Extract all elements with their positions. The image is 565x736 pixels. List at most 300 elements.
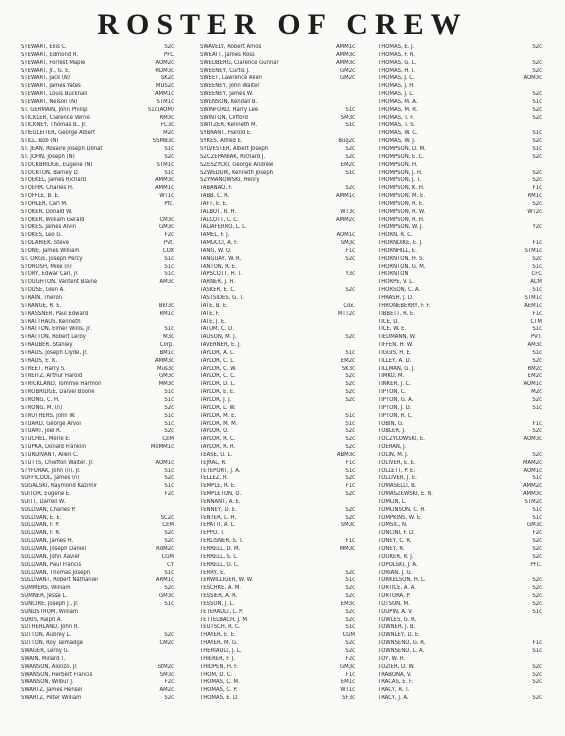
crew-name: TASTSIDES, G. T. [200, 295, 244, 301]
roster-entry [21, 381, 174, 389]
crew-name: TAYLOR, C. W. [200, 365, 237, 372]
roster-entry [200, 491, 355, 499]
crew-name: TATE, J. E. [200, 318, 226, 325]
crew-rating: S1c [532, 608, 542, 615]
crew-rating: GM3c [159, 593, 174, 600]
crew-rating: S2c [164, 475, 174, 482]
roster-entry [200, 122, 355, 130]
crew-name: THORN, R. C. [378, 232, 413, 239]
crew-name: STEWART, Louis Bucknall [21, 91, 88, 98]
crew-name: TINKER, J. C. [378, 381, 411, 388]
crew-rating: AMM3c [335, 59, 355, 66]
roster-entry [200, 570, 355, 578]
crew-rating: S2c [164, 585, 174, 592]
crew-name: SZCZEPANIAK, Richard J. [200, 153, 266, 160]
roster-entry [21, 562, 174, 570]
crew-rating: S1c [345, 349, 355, 356]
roster-entry [378, 44, 542, 52]
crew-name: ST. GERMAIN, John Phillip [21, 106, 88, 113]
crew-name: STOKER, Donald W. [21, 208, 73, 215]
roster-entry [378, 389, 542, 397]
crew-name: STRAUBER, Stanley [21, 342, 73, 349]
roster-entry [21, 648, 174, 656]
crew-name: SUTTON, Aubrey L. [21, 632, 72, 639]
crew-name: SWEATT, James Ross [200, 51, 255, 58]
roster-entry [200, 687, 355, 695]
crew-name: STYFURAK, John (n), Jr. [21, 467, 81, 474]
roster-entry [200, 444, 355, 452]
crew-rating [540, 217, 542, 225]
roster-column-2 [200, 44, 355, 703]
crew-rating [540, 413, 542, 421]
roster-entry [21, 107, 174, 115]
crew-rating: F1c [532, 240, 542, 247]
crew-name: SWEENEY, James W. [200, 91, 254, 98]
roster-entry [21, 256, 174, 264]
roster-entry [378, 664, 542, 672]
roster-entry [21, 271, 174, 279]
crew-name: THOMPSON, K. H. [378, 185, 425, 192]
crew-rating: S2c [345, 373, 355, 380]
crew-rating: AOM1c [523, 381, 542, 388]
crew-name: THOMAS, H. I. [378, 67, 415, 74]
roster-entry [378, 256, 542, 264]
crew-rating: S2c [345, 287, 355, 294]
crew-rating: S2c [345, 153, 355, 160]
crew-rating: Bkr3c [158, 302, 174, 309]
crew-rating: BM1c [159, 349, 174, 356]
roster-entry [200, 240, 355, 248]
crew-rating: SK3c [341, 365, 355, 372]
crew-rating: ARM1c [155, 577, 174, 584]
crew-rating: Pfc. [164, 200, 174, 207]
crew-name: TERRELL, D. M. [200, 546, 241, 552]
crew-rating: Y2c [532, 224, 542, 231]
crew-name: STEWART, Nelson (N) [21, 98, 78, 105]
crew-rating: MTT2c [337, 310, 355, 317]
crew-name: TAYLOR, E. E. [200, 389, 235, 396]
roster-entry [378, 687, 542, 695]
roster-entry [200, 515, 355, 523]
crew-name: STICKNEY, Thomas B., Jr. [21, 122, 87, 129]
roster-entry [378, 460, 542, 468]
roster-entry [378, 271, 542, 279]
crew-rating: S1c [345, 106, 355, 113]
crew-rating: S1c [532, 475, 542, 482]
roster-entry [200, 201, 355, 209]
crew-rating: F2c [164, 679, 174, 686]
roster-entry [21, 326, 174, 334]
roster-entry [200, 656, 355, 664]
roster-entry [200, 311, 355, 319]
roster-entry [21, 209, 174, 217]
roster-entry [378, 475, 542, 483]
crew-rating: S2c [532, 169, 542, 176]
crew-rating: S2c [345, 444, 355, 451]
roster-entry [200, 232, 355, 240]
crew-rating: S1c [532, 145, 542, 152]
roster-entry [21, 146, 174, 154]
crew-name: STEWART, Jack (N) [21, 75, 70, 82]
roster-entry [21, 632, 174, 640]
crew-rating: CFC [531, 271, 542, 278]
crew-rating: S2c [164, 428, 174, 435]
roster-entry [200, 436, 355, 444]
crew-name: STRASSNER, Paul Edward [21, 310, 89, 317]
crew-rating [353, 319, 355, 327]
crew-rating: S2c [532, 255, 542, 262]
crew-name: STOEKEL, James Richard [21, 177, 87, 184]
roster-entry [378, 342, 542, 350]
crew-rating: S1c [164, 271, 174, 278]
crew-rating: GM3c [527, 522, 542, 529]
roster-entry [200, 389, 355, 397]
roster-entry [378, 83, 542, 91]
crew-rating: S2c [345, 255, 355, 262]
crew-rating: S2c [532, 153, 542, 160]
crew-name: TAYLOR, C. C. [200, 373, 236, 380]
crew-name: TILLEY, A. D. [378, 357, 412, 364]
crew-name: TEASE, U. L. [200, 451, 233, 458]
crew-rating: S1c [532, 287, 542, 294]
roster-entry [200, 554, 355, 562]
crew-name: ST. JEAN, Rosaire Joseph Donat [21, 145, 103, 152]
crew-rating: EM1c [340, 679, 355, 686]
crew-name: THOMAS, W. C. [378, 130, 418, 137]
crew-name: THAYER, M. G. [200, 640, 238, 647]
roster-entry [200, 271, 355, 279]
crew-rating: ACM [530, 279, 542, 286]
crew-rating [353, 530, 355, 538]
crew-rating: CEM [162, 522, 174, 529]
crew-rating: S1c [164, 263, 174, 270]
roster-entry [200, 256, 355, 264]
crew-rating: S2c [164, 44, 174, 50]
crew-rating: AM2c [159, 687, 174, 694]
roster-entry [378, 562, 542, 570]
roster-entry [378, 177, 542, 185]
crew-rating: SC2c [160, 514, 174, 521]
crew-name: STRONG, C. H. [21, 396, 60, 403]
crew-name: SWEDBERG, Clarence Gunnar [200, 59, 279, 66]
crew-name: SWENSON, Kendall B. [200, 98, 258, 105]
crew-rating: S2c [532, 451, 542, 458]
roster-entry [200, 162, 355, 170]
crew-name: STUPKA, Donald Franklin [21, 444, 87, 451]
roster-entry [21, 389, 174, 397]
crew-rating: S2c [532, 91, 542, 98]
crew-name: TOZIER, D. W. [378, 663, 415, 670]
crew-rating: Y3c [345, 271, 355, 278]
roster-entry [378, 617, 542, 625]
roster-entry [200, 421, 355, 429]
roster-entry [378, 405, 542, 413]
roster-entry [200, 562, 355, 570]
crew-name: TEPATTI, A. L. [200, 522, 236, 529]
crew-name: STOUGHTON, Vantent Blaine [21, 279, 98, 286]
crew-name: THOMPSON, H. [378, 161, 418, 168]
crew-rating: S1c [532, 404, 542, 411]
roster-entry [200, 632, 355, 640]
crew-name: TOBLER, J. [378, 428, 406, 435]
crew-name: STUTTS, Chieffon Walter, Jr. [21, 459, 94, 466]
crew-rating: F1c [532, 185, 542, 192]
crew-name: TONEY, C. R. [378, 538, 412, 545]
crew-rating: F1c [345, 459, 355, 466]
roster-entry [21, 334, 174, 342]
roster-entry [200, 373, 355, 381]
crew-name: TIGGIS, H. E. [378, 349, 412, 356]
crew-name: TRACY, R. T. [378, 687, 410, 694]
roster-entry [200, 593, 355, 601]
crew-rating: S2c [532, 138, 542, 145]
crew-rating [353, 279, 355, 287]
crew-name: THOM, D. C. [200, 671, 233, 678]
roster-entry [21, 460, 174, 468]
crew-name: THOMPSON, J. T. [378, 177, 422, 184]
crew-name: THOMAS, J. H. [378, 83, 415, 90]
crew-rating: CTM [530, 318, 542, 325]
crew-rating: RDM3c [155, 67, 174, 74]
roster-entry [21, 311, 174, 319]
crew-rating: RM1c [527, 193, 542, 200]
crew-name: TILLMAN, G. J. [378, 365, 415, 372]
crew-name: SUITT, Darrell W. [21, 498, 66, 505]
crew-rating: SM3c [159, 671, 174, 678]
crew-name: TOMSIC, N. [378, 522, 408, 529]
roster-entry [378, 326, 542, 334]
crew-name: TIPTON, G. A. [378, 396, 414, 403]
crew-name: TETERAULT, L. P. [200, 608, 244, 615]
roster-entry [200, 428, 355, 436]
crew-name: TORTICE, A. A. [378, 585, 416, 592]
crew-rating: S1c [164, 396, 174, 403]
crew-name: TRACAS, E. F. [378, 679, 413, 686]
roster-entry [200, 522, 355, 530]
roster-entry [200, 499, 355, 507]
roster-entry [21, 44, 174, 52]
roster-entry [378, 483, 542, 491]
crew-name: STUART, Joel R. [21, 428, 62, 435]
roster-entry [378, 444, 542, 452]
roster-entry [378, 452, 542, 460]
crew-name: TATUM, C. D. [200, 326, 234, 333]
roster-entry [378, 91, 542, 99]
crew-rating: S2c [532, 106, 542, 113]
crew-rating: EM3c [340, 600, 355, 607]
roster-entry [21, 570, 174, 578]
crew-rating: S2c [532, 553, 542, 560]
crew-rating: WT1c [159, 193, 174, 200]
roster-entry [200, 75, 355, 83]
roster-entry [200, 468, 355, 476]
crew-name: STOCKTON, Barney D. [21, 169, 80, 176]
roster-entry [21, 75, 174, 83]
crew-rating: S2c [345, 647, 355, 654]
roster-entry [200, 617, 355, 625]
crew-name: THOMAS, F. R. [378, 51, 415, 58]
crew-name: STEWART, Ellis C. [21, 44, 67, 50]
crew-rating: S1c [532, 263, 542, 270]
crew-rating: S2c [345, 334, 355, 341]
roster-entry [200, 138, 355, 146]
crew-name: SULLIVAN, Joseph Daniel [21, 546, 87, 552]
crew-name: TALBOT, R. H. [200, 208, 237, 215]
crew-rating: F1c [532, 420, 542, 427]
roster-entry [21, 138, 174, 146]
crew-name: STEWART, Edmond R. [21, 51, 79, 58]
crew-name: THORNTON [378, 271, 409, 278]
roster-entry [21, 538, 174, 546]
crew-rating: S1c [345, 624, 355, 631]
crew-rating: MAM2c [522, 459, 542, 466]
crew-rating: AMM1c [154, 185, 174, 192]
crew-name: STOKER, William Gerald [21, 216, 85, 223]
crew-name: THOMAS, T. F. [378, 114, 415, 121]
roster-entry [21, 444, 174, 452]
crew-name: STEWART, James Yates [21, 83, 81, 90]
roster-entry [21, 656, 174, 664]
roster-entry [21, 154, 174, 162]
roster-entry [378, 632, 542, 640]
roster-entry [200, 648, 355, 656]
crew-rating: S1c [532, 349, 542, 356]
crew-rating: COX [162, 247, 174, 254]
crew-rating [353, 326, 355, 334]
roster-entry [200, 483, 355, 491]
roster-entry [378, 115, 542, 123]
crew-name: TOPOLSKI, J. A. [378, 561, 418, 568]
roster-entry [378, 593, 542, 601]
crew-name: STIEGLEITER, George Albert [21, 130, 96, 137]
roster-entry [378, 122, 542, 130]
roster-entry [200, 83, 355, 91]
roster-entry [200, 507, 355, 515]
crew-rating: PVT. [530, 334, 542, 341]
crew-name: SURIS, Ralph A. [21, 616, 63, 623]
crew-rating: S1c [345, 420, 355, 427]
crew-name: TESSIER, A. R. [200, 593, 238, 600]
roster-entry [378, 138, 542, 146]
crew-rating: PFC [164, 51, 174, 58]
crew-name: TAYLOR, D. L. [200, 381, 236, 388]
crew-name: SULLIVAN, Paul Francis [21, 561, 82, 568]
roster-entry [200, 303, 355, 311]
crew-rating: WT3c [340, 208, 355, 215]
crew-name: TAMEL, F. J. [200, 232, 230, 239]
crew-rating: ABM3c [336, 451, 355, 458]
crew-rating: S2c [345, 640, 355, 647]
roster-entry [200, 546, 355, 554]
crew-rating: Pvt. [163, 240, 174, 247]
crew-rating: S2c [164, 404, 174, 411]
roster-entry [378, 624, 542, 632]
crew-rating: MUS2c [155, 83, 174, 90]
roster-entry [378, 170, 542, 178]
roster-entry [21, 295, 174, 303]
roster-entry [378, 295, 542, 303]
roster-entry [200, 397, 355, 405]
crew-name: TOMLIN, L. [378, 498, 407, 505]
roster-entry [21, 546, 174, 554]
crew-rating: AOM3c [523, 75, 542, 82]
crew-rating: S2c [532, 695, 542, 702]
crew-name: TOY, W. H. [378, 655, 406, 662]
crew-rating: SSMB3c [152, 138, 174, 145]
crew-rating: S2c [345, 593, 355, 600]
roster-entry [200, 91, 355, 99]
roster-entry [21, 342, 174, 350]
roster-entry [378, 538, 542, 546]
crew-name: SWANSON, Wilbur J. [21, 679, 74, 686]
roster-entry [21, 413, 174, 421]
roster-entry [200, 209, 355, 217]
crew-rating [540, 52, 542, 60]
crew-name: TOWNSEND, L. A. [378, 647, 425, 654]
crew-name: STICKLER, Clarence Verne [21, 114, 90, 121]
crew-name: SUMMERS, William [21, 585, 71, 592]
crew-name: STRATTON, Elmer Willis, Jr. [21, 326, 92, 333]
crew-name: TASKER, E. C. [200, 287, 236, 294]
crew-rating: AMM3c [335, 51, 355, 58]
crew-name: TIEDMANN, W. [378, 334, 416, 341]
crew-name: TERRELL, O. C. [200, 561, 240, 568]
crew-rating: S1c [345, 467, 355, 474]
crew-rating: S2c [345, 475, 355, 482]
crew-name: TICE, W. E. [378, 326, 407, 333]
crew-rating: S2c [345, 381, 355, 388]
crew-name: TAFT, E. E. [200, 200, 228, 207]
roster-entry [21, 373, 174, 381]
roster-entry [21, 687, 174, 695]
crew-rating: S2c [532, 663, 542, 670]
roster-entry [378, 209, 542, 217]
roster-entry [21, 287, 174, 295]
crew-name: TOLLETT, P. E. [378, 467, 416, 474]
crew-rating: S2c [345, 585, 355, 592]
roster-entry [21, 201, 174, 209]
crew-name: THORNTON, G. M. [378, 263, 426, 270]
crew-rating: AOM1c [155, 459, 174, 466]
crew-rating: Mus3c [157, 365, 174, 372]
roster-entry [378, 99, 542, 107]
roster-entry [200, 530, 355, 538]
crew-rating: F2c [532, 530, 542, 537]
crew-rating: WT1c [340, 687, 355, 694]
crew-rating [353, 295, 355, 303]
page-title: ROSTER OF CREW [97, 8, 468, 41]
roster-entry [378, 554, 542, 562]
crew-name: THOMPSON, R. W. [378, 208, 426, 215]
crew-name: TEMPLE, R. E. [200, 483, 236, 490]
crew-name: TAUSON, M. J. [200, 334, 237, 341]
crew-rating: AMM2c [522, 483, 542, 490]
crew-rating: S1c [532, 130, 542, 137]
crew-name: TIFFEN, H. W. [378, 342, 414, 349]
roster-entry [200, 170, 355, 178]
roster-entry [200, 358, 355, 366]
roster-entry [378, 248, 542, 256]
crew-name: STOROSH, Mike (n) [21, 263, 72, 270]
roster-entry [378, 264, 542, 272]
roster-entry [378, 130, 542, 138]
crew-name: STOFFLE, B. E. [21, 193, 60, 200]
roster-entry [200, 185, 355, 193]
crew-name: SULLIVAN, E. E. [21, 514, 62, 521]
crew-rating: S2c [532, 67, 542, 74]
crew-name: SYBRANT, Harold E. [200, 130, 252, 137]
crew-rating: SM3c [340, 240, 355, 247]
